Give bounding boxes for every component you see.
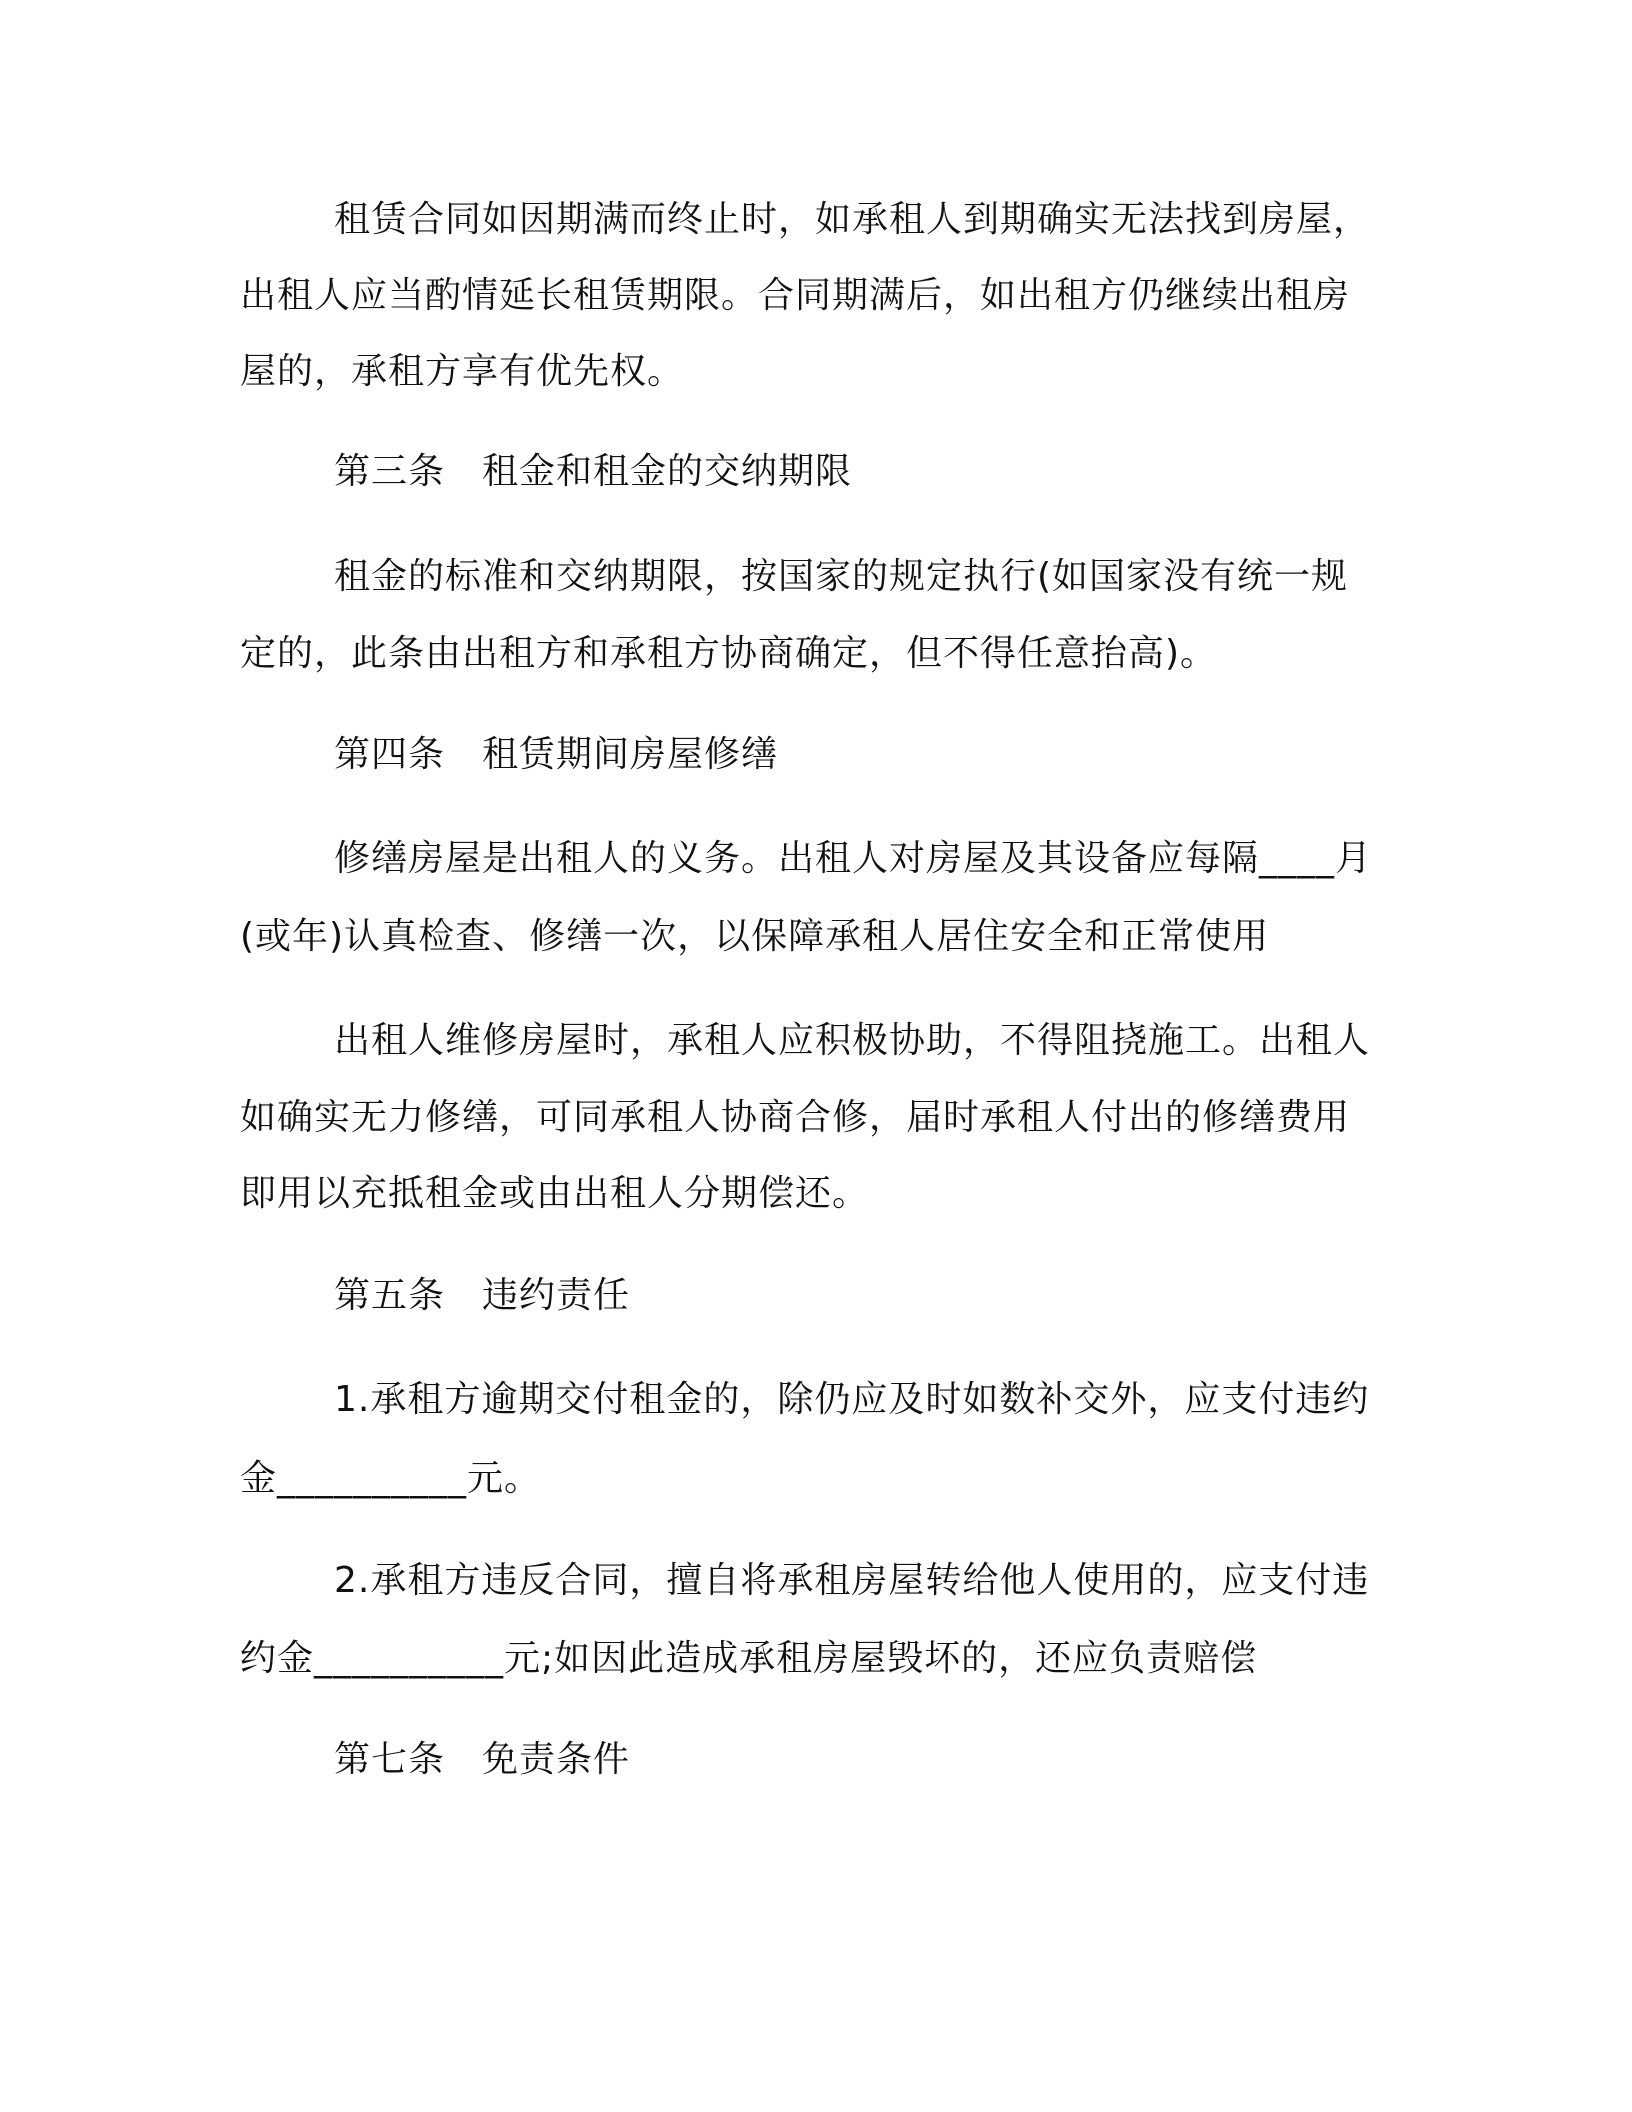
paragraph-line: 租赁合同如因期满而终止时，如承租人到期确实无法找到房屋， bbox=[334, 199, 1371, 240]
paragraph-line: 约金__________元;如因此造成承租房屋毁坏的，还应负责赔偿 bbox=[240, 1638, 1258, 1679]
paragraph-line: 修缮房屋是出租人的义务。出租人对房屋及其设备应每隔____月 bbox=[334, 838, 1373, 879]
paragraph-line: 即用以充抵租金或由出租人分期偿还。 bbox=[240, 1173, 870, 1214]
section-heading: 第五条 违约责任 bbox=[334, 1275, 631, 1316]
section-heading: 第三条 租金和租金的交纳期限 bbox=[334, 451, 853, 492]
paragraph-line: 出租人维修房屋时，承租人应积极协助，不得阻挠施工。出租人 bbox=[334, 1020, 1371, 1061]
paragraph-line: (或年)认真检查、修缮一次，以保障承租人居住安全和正常使用 bbox=[240, 916, 1270, 957]
paragraph-line: 金__________元。 bbox=[240, 1458, 542, 1499]
paragraph-line: 如确实无力修缮，可同承租人协商合修，届时承租人付出的修缮费用 bbox=[240, 1097, 1351, 1138]
paragraph-line: 1.承租方逾期交付租金的，除仍应及时如数补交外，应支付违约 bbox=[334, 1379, 1370, 1420]
paragraph-line: 屋的，承租方享有优先权。 bbox=[240, 351, 685, 392]
section-heading: 第七条 免责条件 bbox=[334, 1739, 631, 1780]
paragraph-line: 2.承租方违反合同，擅自将承租房屋转给他人使用的，应支付违 bbox=[334, 1560, 1370, 1601]
paragraph-line: 定的，此条由出租方和承租方协商确定，但不得任意抬高)。 bbox=[240, 633, 1218, 674]
paragraph-line: 租金的标准和交纳期限，按国家的规定执行(如国家没有统一规 bbox=[334, 556, 1349, 597]
section-heading: 第四条 租赁期间房屋修缮 bbox=[334, 734, 779, 775]
paragraph-line: 出租人应当酌情延长租赁期限。合同期满后，如出租方仍继续出租房 bbox=[240, 275, 1351, 316]
